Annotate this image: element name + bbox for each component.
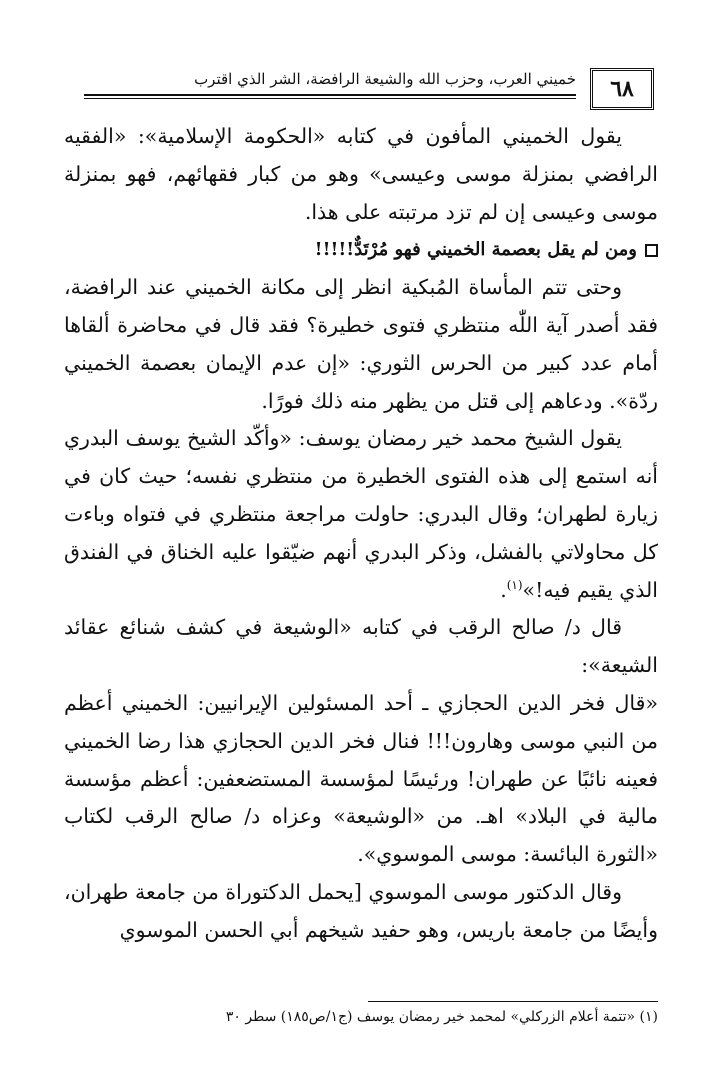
running-header: [80, 62, 680, 114]
header-rule: [84, 94, 576, 96]
section-heading: [64, 231, 658, 269]
paragraph-2: وحتى تتم المأساة المُبكية انظر إلى مكانة الخميني عند الرافضة، فقد أصدر آية اللّٰه منتظري فتوى خطيرة؟ فقد قال في محاضرة ألقاها أمام عدد كبير من الحرس الثوري: «إن عدم الإيمان بعصمة الخميني ردّة». ودعاهم إلى قتل من يظهر منه ذلك فورًا.: [64, 275, 658, 413]
paragraph-6: وقال الدكتور موسى الموسوي [يحمل الدكتوراة من جامعة طهران، وأيضًا من جامعة باريس، وهو حفيد شيخهم أبي الحسن الموسوي: [64, 879, 658, 942]
footnote-rule: [368, 1001, 658, 1002]
paragraph-5: «قال فخر الدين الحجازي ـ أحد المسئولين الإيرانيين: الخميني أعظم من النبي موسى وهارون!!! فنال فخر الدين الحجازي هذا رضا الخميني فعينه نائبًا عن طهران! ورئيسًا لمؤسسة المستضعفين: أعظم مؤسسة مالية في البلاد» اهـ. من «الوشيعة» وعزاه د/ صالح الرقب لكتاب «الثورة البائسة: موسى الموسوي».: [64, 690, 658, 867]
running-title: خميني العرب، وحزب الله والشيعة الرافضة، الشر الذي اقترب: [194, 70, 576, 88]
paragraph-3-text: يقول الشيخ محمد خير رمضان يوسف: «وأكّد الشيخ يوسف البدري أنه استمع إلى هذه الفتوى الخطيرة من منتظري نفسه؛ حيث كان في زيارة لطهران؛ وقال البدري: حاولت مراجعة منتظري في فتواه وباءت كل محاولاتي بالفشل، وذكر البدري أنهم ضيّقوا عليه الخناق في الفندق الذي يقيم فيه!»: [64, 426, 658, 602]
page-number-box: [590, 68, 654, 110]
section-heading-text: ومن لم يقل بعصمة الخميني فهو مُرْتَدٌّ!!!!!: [314, 239, 637, 261]
footnote-ref: (١): [506, 577, 523, 592]
paragraph-4: قال د/ صالح الرقب في كتابه «الوشيعة في كشف شنائع عقائد الشيعة»:: [64, 615, 658, 678]
page-number: ٦٨: [610, 76, 634, 102]
paragraph-1: يقول الخميني المأفون في كتابه «الحكومة الإسلامية»: «الفقيه الرافضي بمنزلة موسى وعيسى» وهو من كبار فقهائهم، فهو بمنزلة موسى وعيسى إن لم تزد مرتبته على هذا.: [64, 124, 658, 224]
paragraph-3: [64, 420, 658, 609]
main-text: [64, 118, 658, 950]
header-rule-thin: [84, 98, 576, 99]
square-bullet-icon: [645, 244, 658, 257]
paragraph-3-end: .: [500, 577, 507, 602]
footnote: (١) «تتمة أعلام الزركلي» لمحمد خير رمضان يوسف (ج١/ص١٨٥) سطر ٣٠: [225, 1009, 658, 1025]
